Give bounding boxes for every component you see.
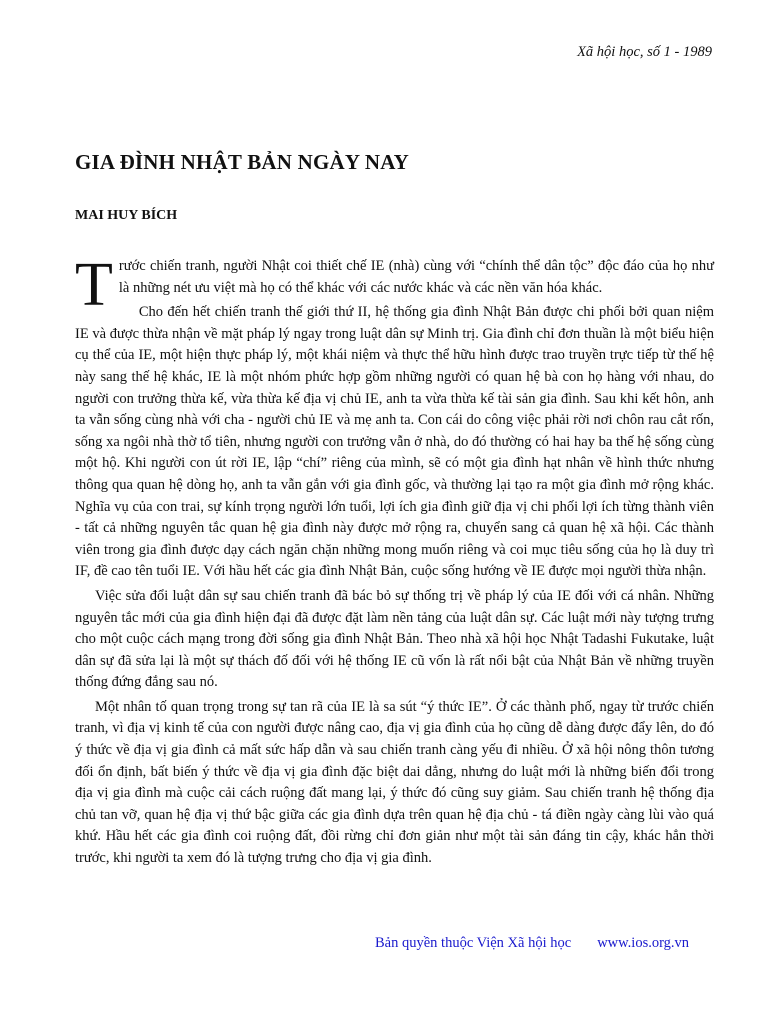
page-footer [375,935,689,952]
paragraph: Cho đến hết chiến tranh thế giới thứ II, hệ thống gia đình Nhật Bản được chi phối bởi quan niệm IE và được thừa nhận về mặt pháp lý ngay trong luật dân sự Minh trị. Gia đình chỉ đơn thuần là một biểu hiện cụ thể của IE, một hiện thực pháp lý, một khái niệm và thực thể hữu hình được trao truyền trực tiếp từ thế hệ này sang thế hệ khác, IE là một nhóm phức hợp gồm những người có quan hệ bà con họ hàng với nhau, do người con trưởng thừa kế, vừa thừa kế địa vị chủ IE, anh ta vừa thừa kế tài sản gia đình. Sau khi kết hôn, anh ta vẫn sống cùng nhà với cha - người chủ IE và mẹ anh ta. Con cái do công việc phải rời nơi chôn rau cắt rốn, sống xa ngôi nhà thờ tổ tiên, nhưng người con trưởng vẫn ở nhà, do đó thường có hai hay ba thế hệ sống cùng một hộ. Khi người con út rời IE, lập “chí” riêng của mình, sẽ có một gia đình hạt nhân về hình thức nhưng thông qua quan hệ dòng họ, anh ta vẫn gắn với gia đình gốc, và thường lại tạo ra một gia đình mở rộng khác. Nghĩa vụ của con trai, sự kính trọng người lớn tuổi, lợi ích gia đình giữ địa vị chi phối lợi ích từng thành viên - tất cả những nguyên tắc quan hệ gia đình này được mở rộng ra, chuyển sang cả quan hệ xã hội. Các thành viên trong gia đình được dạy cách ngăn chặn những mong muốn riêng và coi mục tiêu sống của họ là duy trì IF, đề cao tên tuổi IE. Với hầu hết các gia đình Nhật Bản, cuộc sống hướng về IE được mọi người thừa nhận. [75,304,714,580]
article-body [75,251,714,870]
paragraph: Việc sửa đổi luật dân sự sau chiến tranh đã bác bỏ sự thống trị về pháp lý của IE đối với cá nhân. Những nguyên tắc mới của gia đình hiện đại đã được đặt làm nền tảng của luật dân sự. Các luật mới này tượng trưng cho một cuộc cách mạng trong đời sống gia đình Nhật Bản. Theo nhà xã hội học Nhật Tadashi Fukutake, luật dân sự đã sửa lại là một sự thách đố đối với hệ thống IE cũ vốn là rất nổi bật của Nhật Bản về những truyền thống đứng đắng sau nó. [75,587,714,691]
copyright-notice: Bản quyền thuộc Viện Xã hội học [375,935,572,951]
journal-reference: Xã hội học, số 1 - 1989 [577,44,712,60]
article-title: GIA ĐÌNH NHẬT BẢN NGÀY NAY [75,150,410,174]
drop-cap: T [75,251,113,319]
article-author: MAI HUY BÍCH [75,208,178,223]
website-link[interactable]: www.ios.org.vn [597,935,690,951]
intro-text: rước chiến tranh, người Nhật coi thiết chế IE (nhà) cùng với “chính thể dân tộc” độc đáo của họ như là những nét ưu việt mà họ có thể khác với các nước khác và các nền văn hóa khác. [118,258,714,296]
paragraph: Một nhân tố quan trọng trong sự tan rã của IE là sa sút “ý thức IE”. Ở các thành phố, ngay từ trước chiến tranh, vì địa vị kinh tế của con người được nâng cao, địa vị gia đình của họ cũng dễ dàng được đẩy lên, do đó ý thức về địa vị gia đình cả mất sức hấp dẫn và sau chiến tranh càng yếu đi nhiều. Ở xã hội nông thôn tương đối ổn định, bất biến ý thức về địa vị gia đình đặc biệt dai dẳng, nhưng do luật mới là những biến đổi trong địa vị gia đình mà cuộc cải cách ruộng đất mang lại, ý thức đó cũng suy giảm. Sau chiến tranh hệ thống địa chủ tan vỡ, quan hệ địa vị thứ bậc giữa các gia đình dựa trên quan hệ địa chủ - tá điền ngày càng lùi vào quá khứ. Hầu hết các gia đình coi ruộng đất, đồi rừng chỉ đơn giản như một tài sản đáng tin cậy, khác hẳn thời trước, khi người ta xem đó là tượng trưng cho địa vị gia đình. [75,698,714,867]
paragraph-intro [75,251,714,319]
